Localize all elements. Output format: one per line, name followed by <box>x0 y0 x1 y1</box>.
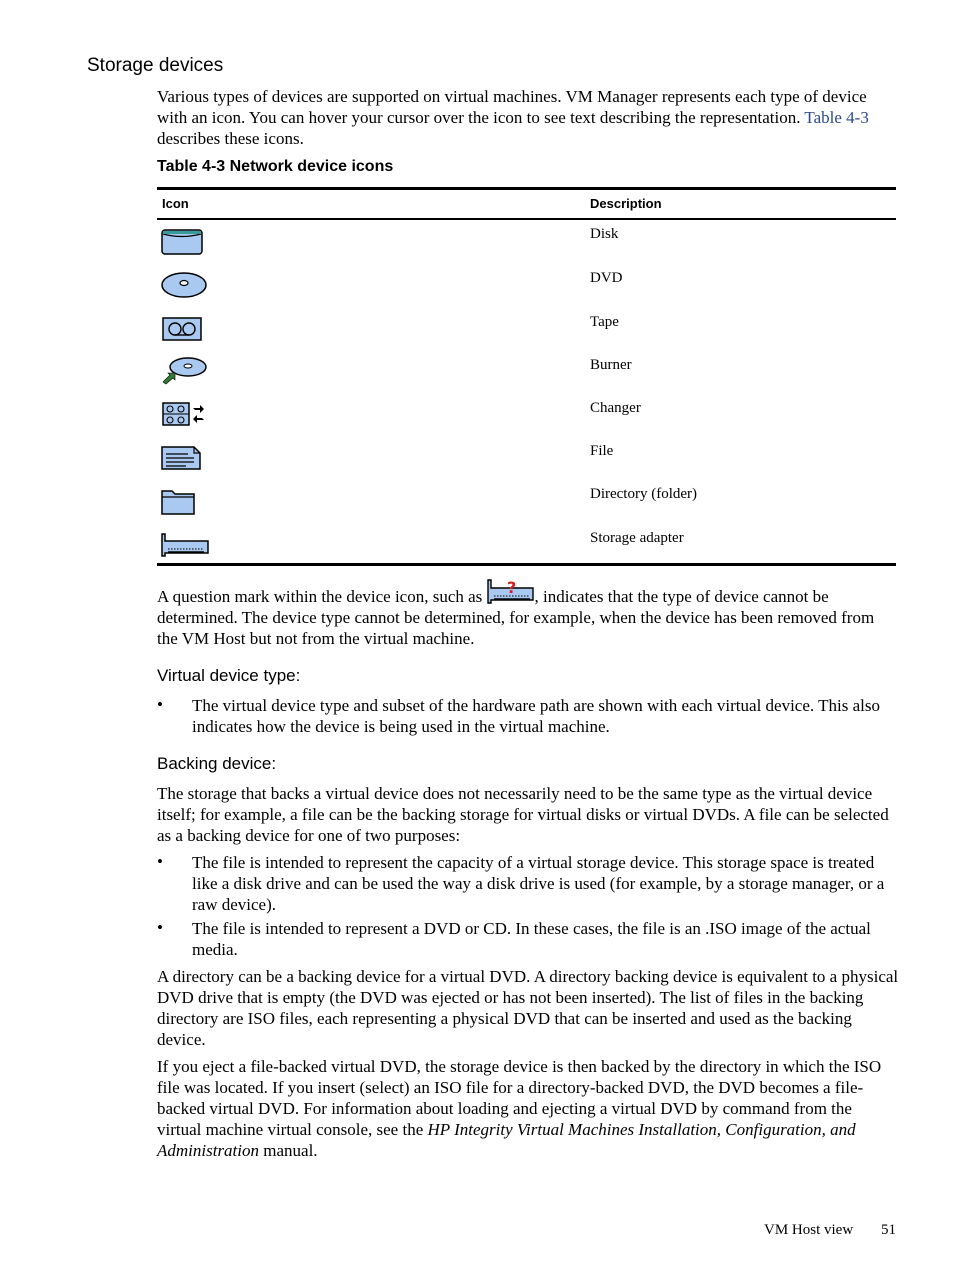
backing-bullet: The file is intended to represent the capacity of a virtual storage device. This storage space is treated like a disk drive and can be used the way a disk drive is used (for example, by a storage manager, or a raw device). <box>192 853 885 914</box>
section-title: Storage devices <box>87 55 224 76</box>
table-bottom-rule <box>157 563 896 566</box>
row-description: Disk <box>590 226 619 242</box>
storage-adapter-icon <box>160 531 210 559</box>
bullet-icon: • <box>157 695 163 714</box>
row-description: Storage adapter <box>590 530 684 546</box>
eject-text-end: manual. <box>259 1141 318 1160</box>
svg-text:?: ? <box>506 578 516 597</box>
dvd-icon <box>160 271 210 299</box>
row-description: File <box>590 443 614 459</box>
column-header-icon: Icon <box>162 196 189 211</box>
directory-paragraph-text: A directory can be a backing device for a virtual DVD. A directory backing device is equivalent to a physical DVD drive that is empty (the DVD was ejected or has not been inserted). The list of files in the backing directory are ISO files, each representing a physical DVD that can be inserted and used as the backing device. <box>157 967 899 1049</box>
intro-text-end: describes these icons. <box>157 129 304 148</box>
eject-paragraph <box>157 1056 899 1161</box>
row-description: DVD <box>590 270 623 286</box>
backing-device-heading: Backing device: <box>157 754 277 773</box>
table-header-rule <box>157 218 896 220</box>
directory-paragraph <box>157 966 899 1050</box>
table-caption: Table 4-3 Network device icons <box>157 158 394 175</box>
footer-label: VM Host view <box>764 1222 854 1238</box>
folder-icon <box>160 487 206 517</box>
virtual-device-heading: Virtual device type: <box>157 666 301 685</box>
question-mark-text: A question mark within the device icon, such as <box>157 587 487 606</box>
row-description: Changer <box>590 400 641 416</box>
intro-paragraph <box>157 86 899 149</box>
page-number: 51 <box>881 1222 896 1238</box>
table-link[interactable]: Table 4-3 <box>804 108 869 127</box>
disk-icon <box>160 228 206 256</box>
eject-text: If you eject a file-backed virtual DVD, the storage device is then backed by the directory in which the ISO file was located. If you insert (select) an ISO file for a directory-backed DVD, the DVD becomes a file-backed virtual DVD. For information about loading and ejecting a virtual DVD by command from the virtual machine virtual console, see the <box>157 1057 882 1139</box>
column-header-description: Description <box>590 196 662 211</box>
question-mark-text-end: , indicates that the type of device cannot be determined. The device type cannot be determined, for example, when the device has been removed from the VM Host but not from the virtual machine. <box>157 587 875 648</box>
row-description: Burner <box>590 357 632 373</box>
burner-icon <box>160 356 210 386</box>
row-description: Tape <box>590 314 619 330</box>
table-top-rule <box>157 187 896 190</box>
intro-text: Various types of devices are supported on virtual machines. VM Manager represents each type of device with an icon. You can hover your cursor over the icon to see text describing the representation. <box>157 87 867 127</box>
unknown-device-icon <box>487 578 535 604</box>
file-icon <box>160 444 206 472</box>
question-mark-paragraph <box>157 578 899 649</box>
bullet-icon: • <box>157 852 163 871</box>
virtual-device-bullet: The virtual device type and subset of the hardware path are shown with each virtual device. This also indicates how the device is being used in the virtual machine. <box>192 696 880 736</box>
row-description: Directory (folder) <box>590 486 698 502</box>
tape-icon <box>160 315 206 343</box>
backing-paragraph-text: The storage that backs a virtual device does not necessarily need to be the same type as the virtual device itself; for example, a file can be the backing storage for virtual disks or virtual DVDs. A file can be selected as a backing device for one of two purposes: <box>157 784 889 845</box>
backing-paragraph <box>157 783 899 846</box>
backing-bullet: The file is intended to represent a DVD or CD. In these cases, the file is an .ISO image of the actual media. <box>192 919 871 959</box>
bullet-icon: • <box>157 918 163 937</box>
manual-title: HP Integrity Virtual Machines Installation, Configuration, and Administration <box>157 1120 856 1160</box>
changer-icon <box>160 400 210 428</box>
